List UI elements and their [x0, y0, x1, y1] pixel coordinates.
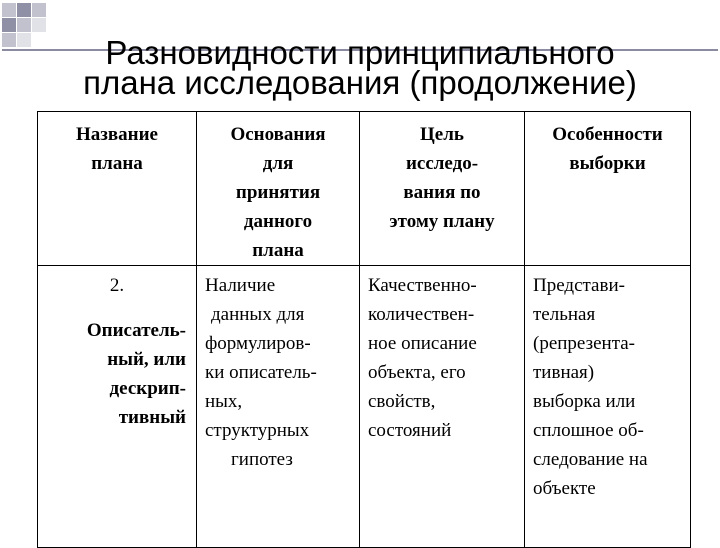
- slide-title-line-2: плана исследования (продолжение): [83, 64, 637, 101]
- cell-text: объекте: [533, 478, 596, 499]
- cell-text: сплошное об-: [533, 420, 644, 441]
- header-text: принятия: [235, 182, 321, 203]
- header-sample: [525, 112, 691, 266]
- cell-goal: [360, 266, 525, 548]
- header-text: Основания: [230, 124, 326, 145]
- header-text: исследо-: [405, 153, 479, 174]
- cell-text: тивная): [533, 362, 595, 383]
- slide-title-line-1: Разновидности принципиального: [105, 34, 615, 71]
- cell-text: тельная: [533, 304, 596, 325]
- cell-text: ки описатель-: [205, 362, 317, 383]
- cell-text: следование на: [533, 449, 648, 470]
- cell-text: Представи-: [533, 275, 625, 296]
- header-text: вания по: [403, 182, 481, 203]
- header-goal: [360, 112, 525, 266]
- header-text: плана: [91, 153, 143, 174]
- decor-square: [2, 18, 16, 32]
- cell-text: Наличие: [205, 275, 276, 296]
- cell-text: состояний: [368, 420, 452, 441]
- cell-text: (репрезента-: [533, 333, 635, 354]
- header-plan-name: [38, 112, 197, 266]
- cell-text: ных,: [205, 391, 243, 412]
- cell-text: дескрип-: [109, 378, 186, 399]
- header-text: для: [262, 153, 294, 174]
- cell-text: гипотез: [231, 449, 293, 470]
- cell-text: ное описание: [368, 333, 477, 354]
- cell-text: данных для: [211, 304, 305, 325]
- slide-title: [0, 34, 720, 101]
- cell-text: объекта, его: [368, 362, 466, 383]
- cell-text: ный, или: [107, 349, 186, 370]
- header-text: выборки: [569, 153, 646, 174]
- header-text: Цель: [420, 124, 464, 145]
- header-text: плана: [252, 240, 304, 261]
- decor-square: [17, 18, 31, 32]
- plan-table: [37, 111, 686, 540]
- cell-text: формулиров-: [205, 333, 311, 354]
- header-text: данного: [243, 211, 313, 232]
- cell-text: Описатель-: [86, 320, 186, 341]
- cell-grounds: [197, 266, 360, 548]
- cell-text: структурных: [205, 420, 310, 441]
- header-text: Особенности: [552, 124, 663, 145]
- cell-text: тивный: [118, 407, 186, 428]
- row-number: 2.: [109, 275, 125, 296]
- decor-square: [17, 3, 31, 17]
- plan-name: [38, 316, 196, 432]
- cell-sample: [525, 266, 691, 548]
- cell-text: Качественно-: [368, 275, 477, 296]
- decor-square: [2, 3, 16, 17]
- cell-plan-name: [38, 266, 197, 548]
- decor-square: [32, 3, 46, 17]
- cell-text: выборка или: [533, 391, 636, 412]
- cell-text: свойств,: [368, 391, 436, 412]
- table-row: [38, 266, 691, 548]
- header-text: Название: [75, 124, 158, 145]
- decor-square: [32, 18, 46, 32]
- header-grounds: [197, 112, 360, 266]
- header-text: этому плану: [389, 211, 495, 232]
- cell-text: количествен-: [368, 304, 475, 325]
- table-header-row: [38, 112, 691, 266]
